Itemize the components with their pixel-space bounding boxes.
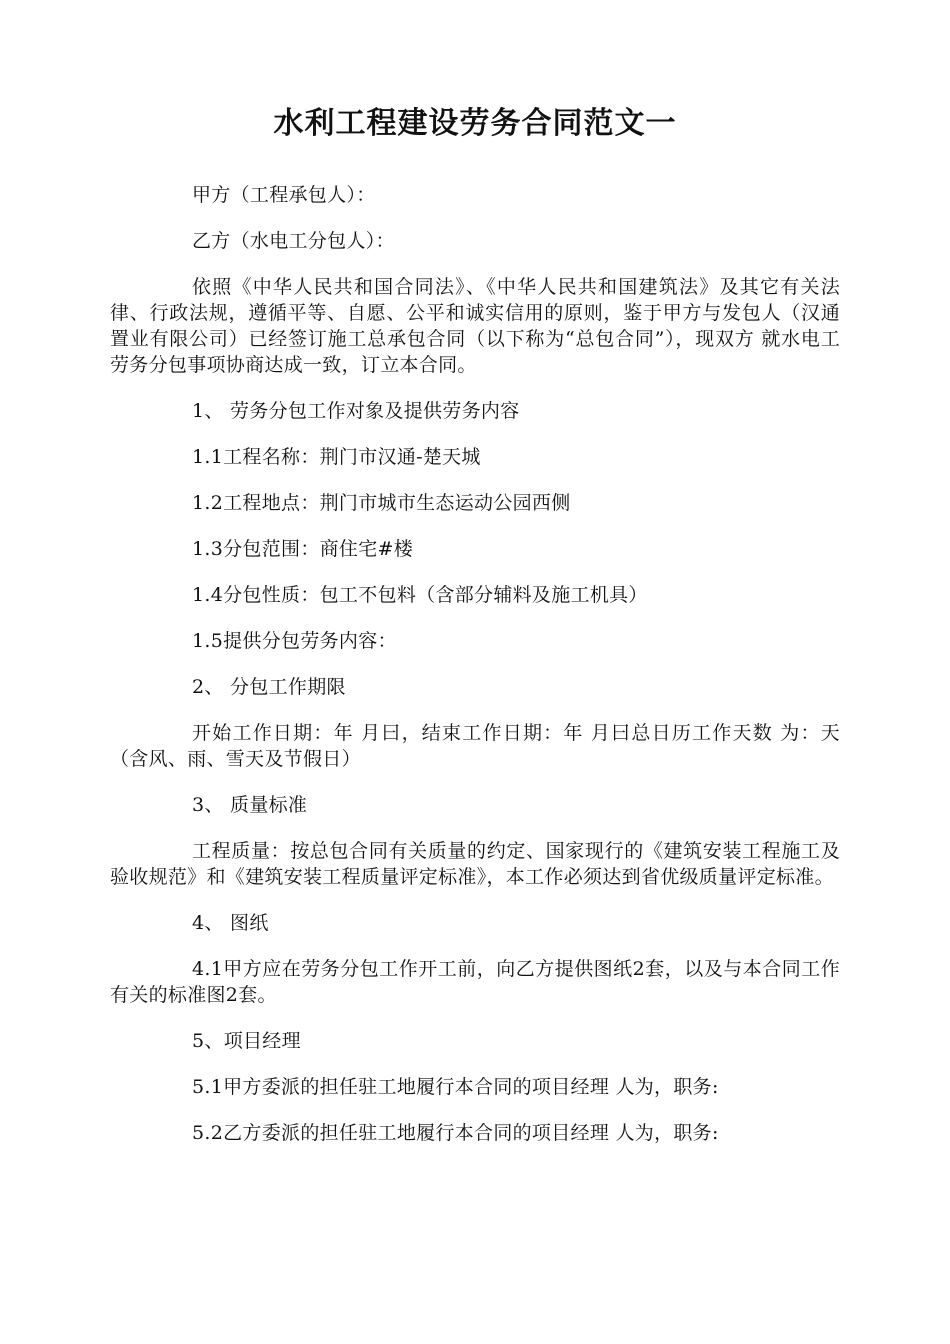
clause-1-2: 1.2工程地点：荆门市城市生态运动公园西侧 — [192, 492, 571, 514]
quality-paragraph: 工程质量：按总包合同有关质量的约定、国家现行的《建筑安装工程施工及验收规范》和《建筑安装工程质量评定标准》，本工作必须达到省优级质量评定标准。 — [110, 840, 840, 888]
clause-1-1: 1.1工程名称：荆门市汉通-楚天城 — [192, 446, 481, 468]
clause-5-1: 5.1甲方委派的担任驻工地履行本合同的项目经理 人为，职务: — [192, 1076, 719, 1098]
section-2-heading: 2、 分包工作期限 — [192, 676, 346, 698]
section-1-heading: 1、 劳务分包工作对象及提供劳务内容 — [192, 400, 520, 422]
party-b-line: 乙方（水电工分包人）： — [192, 230, 395, 252]
clause-1-5: 1.5提供分包劳务内容： — [192, 630, 397, 652]
party-a-line: 甲方（工程承包人）： — [192, 184, 376, 206]
clause-5-2: 5.2乙方委派的担任驻工地履行本合同的项目经理 人为，职务: — [192, 1122, 719, 1144]
work-period-paragraph: 开始工作日期：年 月曰，结束工作日期：年 月曰总日历工作天数 为：天（含风、雨、雪天及节假日） — [110, 722, 840, 770]
document-title: 水利工程建设劳务合同范文一 — [273, 106, 677, 141]
clause-4-1: 4.1甲方应在劳务分包工作开工前，向乙方提供图纸2套，以及与本合同工作有关的标准图2套。 — [110, 958, 840, 1006]
section-3-heading: 3、 质量标准 — [192, 794, 308, 816]
section-5-heading: 5、项目经理 — [192, 1030, 301, 1052]
clause-1-4: 1.4分包性质：包工不包料（含部分辅料及施工机具） — [192, 584, 648, 606]
preamble-paragraph: 依照《中华人民共和国合同法》、《中华人民共和国建筑法》及其它有关法律、行政法规，遵循平等、自愿、公平和诚实信用的原则，鉴于甲方与发包人（汉通置业有限公司）已经签订施工总承包合同（以下称为“总包合同”），现双方 就水电工劳务分包事项协商达成一致，订立本合同。 — [110, 276, 840, 376]
section-4-heading: 4、 图纸 — [192, 912, 269, 934]
clause-1-3: 1.3分包范围：商住宅#楼 — [192, 538, 414, 560]
document-page — [110, 100, 840, 1166]
